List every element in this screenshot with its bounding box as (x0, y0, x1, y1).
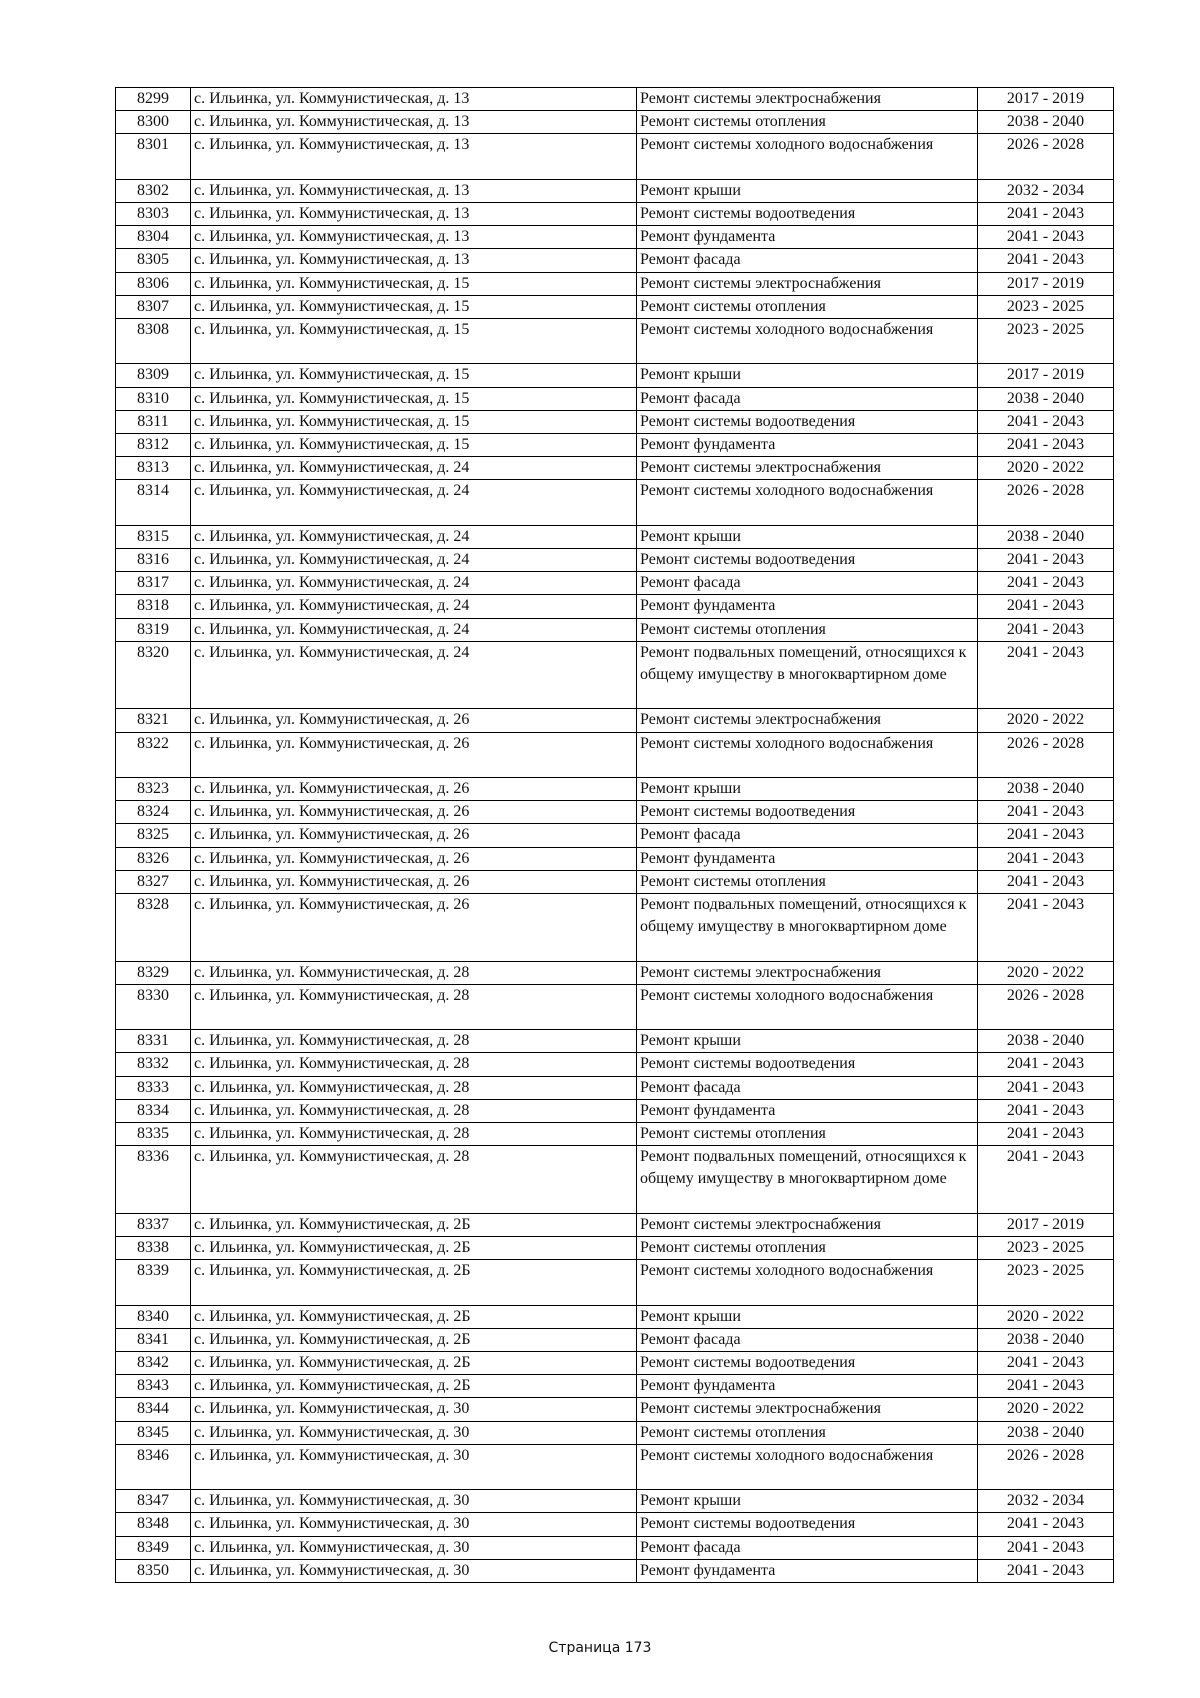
period-cell: 2023 - 2025 (978, 319, 1114, 364)
table-row (116, 1444, 1114, 1489)
work-type-cell: Ремонт фундамента (637, 847, 978, 870)
period-cell: 2020 - 2022 (978, 457, 1114, 480)
work-type-cell: Ремонт крыши (637, 1305, 978, 1328)
table-row (116, 457, 1114, 480)
row-number-cell: 8350 (116, 1559, 191, 1582)
work-type-cell: Ремонт системы водоотведения (637, 410, 978, 433)
address-cell: с. Ильинка, ул. Коммунистическая, д. 26 (191, 732, 637, 777)
address-cell: с. Ильинка, ул. Коммунистическая, д. 13 (191, 226, 637, 249)
period-cell: 2026 - 2028 (978, 480, 1114, 525)
work-type-cell: Ремонт подвальных помещений, относящихся к общему имуществу в многоквартирном доме (637, 894, 978, 962)
work-type-cell: Ремонт системы холодного водоснабжения (637, 480, 978, 525)
row-number-cell: 8303 (116, 203, 191, 226)
row-number-cell: 8318 (116, 595, 191, 618)
row-number-cell: 8310 (116, 387, 191, 410)
address-cell: с. Ильинка, ул. Коммунистическая, д. 28 (191, 1146, 637, 1214)
table-row (116, 618, 1114, 641)
table-row (116, 410, 1114, 433)
table-row (116, 572, 1114, 595)
work-type-cell: Ремонт подвальных помещений, относящихся к общему имуществу в многоквартирном доме (637, 1146, 978, 1214)
work-type-cell: Ремонт системы электроснабжения (637, 961, 978, 984)
work-type-cell: Ремонт крыши (637, 778, 978, 801)
period-cell: 2038 - 2040 (978, 525, 1114, 548)
work-type-cell: Ремонт подвальных помещений, относящихся к общему имуществу в многоквартирном доме (637, 641, 978, 709)
table-row (116, 1030, 1114, 1053)
row-number-cell: 8327 (116, 870, 191, 893)
work-type-cell: Ремонт системы водоотведения (637, 203, 978, 226)
table-row (116, 111, 1114, 134)
period-cell: 2026 - 2028 (978, 1444, 1114, 1489)
row-number-cell: 8323 (116, 778, 191, 801)
row-number-cell: 8319 (116, 618, 191, 641)
repair-schedule-table (115, 87, 1114, 1583)
table-row (116, 364, 1114, 387)
period-cell: 2041 - 2043 (978, 410, 1114, 433)
row-number-cell: 8336 (116, 1146, 191, 1214)
work-type-cell: Ремонт фундамента (637, 1559, 978, 1582)
table-row (116, 1513, 1114, 1536)
table-row (116, 134, 1114, 179)
row-number-cell: 8300 (116, 111, 191, 134)
address-cell: с. Ильинка, ул. Коммунистическая, д. 24 (191, 618, 637, 641)
address-cell: с. Ильинка, ул. Коммунистическая, д. 24 (191, 457, 637, 480)
period-cell: 2020 - 2022 (978, 1305, 1114, 1328)
period-cell: 2041 - 2043 (978, 618, 1114, 641)
period-cell: 2038 - 2040 (978, 1030, 1114, 1053)
row-number-cell: 8311 (116, 410, 191, 433)
address-cell: с. Ильинка, ул. Коммунистическая, д. 2Б (191, 1375, 637, 1398)
work-type-cell: Ремонт крыши (637, 364, 978, 387)
table-row (116, 1237, 1114, 1260)
work-type-cell: Ремонт системы электроснабжения (637, 457, 978, 480)
table-row (116, 179, 1114, 202)
table-row (116, 1099, 1114, 1122)
table-row (116, 847, 1114, 870)
period-cell: 2020 - 2022 (978, 961, 1114, 984)
address-cell: с. Ильинка, ул. Коммунистическая, д. 24 (191, 595, 637, 618)
address-cell: с. Ильинка, ул. Коммунистическая, д. 15 (191, 272, 637, 295)
row-number-cell: 8302 (116, 179, 191, 202)
work-type-cell: Ремонт системы холодного водоснабжения (637, 134, 978, 179)
address-cell: с. Ильинка, ул. Коммунистическая, д. 30 (191, 1490, 637, 1513)
table-row (116, 1375, 1114, 1398)
period-cell: 2026 - 2028 (978, 134, 1114, 179)
period-cell: 2041 - 2043 (978, 641, 1114, 709)
row-number-cell: 8321 (116, 709, 191, 732)
period-cell: 2041 - 2043 (978, 203, 1114, 226)
table-row (116, 801, 1114, 824)
table-row (116, 894, 1114, 962)
period-cell: 2041 - 2043 (978, 572, 1114, 595)
address-cell: с. Ильинка, ул. Коммунистическая, д. 2Б (191, 1328, 637, 1351)
table-row (116, 984, 1114, 1029)
work-type-cell: Ремонт системы электроснабжения (637, 709, 978, 732)
table-row (116, 295, 1114, 318)
address-cell: с. Ильинка, ул. Коммунистическая, д. 15 (191, 410, 637, 433)
address-cell: с. Ильинка, ул. Коммунистическая, д. 24 (191, 549, 637, 572)
work-type-cell: Ремонт системы электроснабжения (637, 1213, 978, 1236)
row-number-cell: 8348 (116, 1513, 191, 1536)
period-cell: 2023 - 2025 (978, 1260, 1114, 1305)
table-row (116, 387, 1114, 410)
row-number-cell: 8339 (116, 1260, 191, 1305)
period-cell: 2023 - 2025 (978, 295, 1114, 318)
address-cell: с. Ильинка, ул. Коммунистическая, д. 13 (191, 249, 637, 272)
address-cell: с. Ильинка, ул. Коммунистическая, д. 2Б (191, 1352, 637, 1375)
row-number-cell: 8326 (116, 847, 191, 870)
table-row (116, 641, 1114, 709)
address-cell: с. Ильинка, ул. Коммунистическая, д. 26 (191, 894, 637, 962)
row-number-cell: 8308 (116, 319, 191, 364)
period-cell: 2041 - 2043 (978, 824, 1114, 847)
table-row (116, 88, 1114, 111)
table-row (116, 1398, 1114, 1421)
table-row (116, 870, 1114, 893)
row-number-cell: 8299 (116, 88, 191, 111)
address-cell: с. Ильинка, ул. Коммунистическая, д. 28 (191, 961, 637, 984)
row-number-cell: 8343 (116, 1375, 191, 1398)
table-row (116, 732, 1114, 777)
row-number-cell: 8314 (116, 480, 191, 525)
row-number-cell: 8334 (116, 1099, 191, 1122)
period-cell: 2038 - 2040 (978, 111, 1114, 134)
table-row (116, 1352, 1114, 1375)
period-cell: 2041 - 2043 (978, 1146, 1114, 1214)
period-cell: 2032 - 2034 (978, 1490, 1114, 1513)
table-row (116, 1260, 1114, 1305)
address-cell: с. Ильинка, ул. Коммунистическая, д. 30 (191, 1444, 637, 1489)
period-cell: 2041 - 2043 (978, 847, 1114, 870)
address-cell: с. Ильинка, ул. Коммунистическая, д. 15 (191, 387, 637, 410)
address-cell: с. Ильинка, ул. Коммунистическая, д. 2Б (191, 1213, 637, 1236)
work-type-cell: Ремонт фундамента (637, 434, 978, 457)
address-cell: с. Ильинка, ул. Коммунистическая, д. 13 (191, 88, 637, 111)
period-cell: 2041 - 2043 (978, 1536, 1114, 1559)
period-cell: 2041 - 2043 (978, 549, 1114, 572)
address-cell: с. Ильинка, ул. Коммунистическая, д. 26 (191, 870, 637, 893)
row-number-cell: 8332 (116, 1053, 191, 1076)
table-row (116, 249, 1114, 272)
address-cell: с. Ильинка, ул. Коммунистическая, д. 28 (191, 1123, 637, 1146)
work-type-cell: Ремонт системы холодного водоснабжения (637, 732, 978, 777)
table-row (116, 319, 1114, 364)
period-cell: 2026 - 2028 (978, 732, 1114, 777)
work-type-cell: Ремонт системы отопления (637, 295, 978, 318)
work-type-cell: Ремонт системы отопления (637, 618, 978, 641)
table-row (116, 525, 1114, 548)
row-number-cell: 8333 (116, 1076, 191, 1099)
table-row (116, 203, 1114, 226)
row-number-cell: 8320 (116, 641, 191, 709)
row-number-cell: 8330 (116, 984, 191, 1029)
row-number-cell: 8344 (116, 1398, 191, 1421)
row-number-cell: 8340 (116, 1305, 191, 1328)
work-type-cell: Ремонт фундамента (637, 1099, 978, 1122)
address-cell: с. Ильинка, ул. Коммунистическая, д. 30 (191, 1398, 637, 1421)
table-row (116, 824, 1114, 847)
period-cell: 2038 - 2040 (978, 387, 1114, 410)
table-row (116, 1213, 1114, 1236)
work-type-cell: Ремонт крыши (637, 1030, 978, 1053)
row-number-cell: 8328 (116, 894, 191, 962)
row-number-cell: 8312 (116, 434, 191, 457)
row-number-cell: 8341 (116, 1328, 191, 1351)
work-type-cell: Ремонт системы водоотведения (637, 549, 978, 572)
work-type-cell: Ремонт фасада (637, 249, 978, 272)
period-cell: 2017 - 2019 (978, 88, 1114, 111)
row-number-cell: 8317 (116, 572, 191, 595)
period-cell: 2038 - 2040 (978, 778, 1114, 801)
address-cell: с. Ильинка, ул. Коммунистическая, д. 13 (191, 179, 637, 202)
address-cell: с. Ильинка, ул. Коммунистическая, д. 15 (191, 434, 637, 457)
table-row (116, 1053, 1114, 1076)
period-cell: 2041 - 2043 (978, 595, 1114, 618)
period-cell: 2041 - 2043 (978, 434, 1114, 457)
table-row (116, 1559, 1114, 1582)
table-row (116, 778, 1114, 801)
period-cell: 2041 - 2043 (978, 1076, 1114, 1099)
table-row (116, 226, 1114, 249)
row-number-cell: 8345 (116, 1421, 191, 1444)
row-number-cell: 8306 (116, 272, 191, 295)
address-cell: с. Ильинка, ул. Коммунистическая, д. 2Б (191, 1237, 637, 1260)
work-type-cell: Ремонт фундамента (637, 226, 978, 249)
work-type-cell: Ремонт системы электроснабжения (637, 1398, 978, 1421)
table-row (116, 1536, 1114, 1559)
period-cell: 2041 - 2043 (978, 801, 1114, 824)
period-cell: 2041 - 2043 (978, 1559, 1114, 1582)
row-number-cell: 8304 (116, 226, 191, 249)
address-cell: с. Ильинка, ул. Коммунистическая, д. 24 (191, 525, 637, 548)
address-cell: с. Ильинка, ул. Коммунистическая, д. 30 (191, 1421, 637, 1444)
work-type-cell: Ремонт системы отопления (637, 111, 978, 134)
address-cell: с. Ильинка, ул. Коммунистическая, д. 30 (191, 1536, 637, 1559)
address-cell: с. Ильинка, ул. Коммунистическая, д. 28 (191, 1076, 637, 1099)
period-cell: 2023 - 2025 (978, 1237, 1114, 1260)
work-type-cell: Ремонт системы водоотведения (637, 1513, 978, 1536)
address-cell: с. Ильинка, ул. Коммунистическая, д. 24 (191, 641, 637, 709)
table-row (116, 434, 1114, 457)
work-type-cell: Ремонт фасада (637, 1536, 978, 1559)
address-cell: с. Ильинка, ул. Коммунистическая, д. 26 (191, 709, 637, 732)
work-type-cell: Ремонт крыши (637, 179, 978, 202)
address-cell: с. Ильинка, ул. Коммунистическая, д. 13 (191, 134, 637, 179)
work-type-cell: Ремонт фасада (637, 824, 978, 847)
period-cell: 2041 - 2043 (978, 226, 1114, 249)
period-cell: 2041 - 2043 (978, 870, 1114, 893)
period-cell: 2038 - 2040 (978, 1328, 1114, 1351)
address-cell: с. Ильинка, ул. Коммунистическая, д. 15 (191, 364, 637, 387)
period-cell: 2041 - 2043 (978, 1053, 1114, 1076)
table-row (116, 1146, 1114, 1214)
row-number-cell: 8342 (116, 1352, 191, 1375)
work-type-cell: Ремонт системы холодного водоснабжения (637, 319, 978, 364)
row-number-cell: 8309 (116, 364, 191, 387)
page-number: Страница 173 (548, 1640, 652, 1656)
address-cell: с. Ильинка, ул. Коммунистическая, д. 15 (191, 295, 637, 318)
period-cell: 2017 - 2019 (978, 364, 1114, 387)
work-type-cell: Ремонт системы отопления (637, 1237, 978, 1260)
table-row (116, 595, 1114, 618)
row-number-cell: 8315 (116, 525, 191, 548)
work-type-cell: Ремонт системы холодного водоснабжения (637, 1260, 978, 1305)
work-type-cell: Ремонт фасада (637, 1076, 978, 1099)
address-cell: с. Ильинка, ул. Коммунистическая, д. 26 (191, 847, 637, 870)
table-row (116, 1490, 1114, 1513)
address-cell: с. Ильинка, ул. Коммунистическая, д. 26 (191, 778, 637, 801)
address-cell: с. Ильинка, ул. Коммунистическая, д. 28 (191, 1030, 637, 1053)
work-type-cell: Ремонт крыши (637, 1490, 978, 1513)
work-type-cell: Ремонт фасада (637, 1328, 978, 1351)
table-row (116, 549, 1114, 572)
address-cell: с. Ильинка, ул. Коммунистическая, д. 2Б (191, 1260, 637, 1305)
table-row (116, 961, 1114, 984)
row-number-cell: 8307 (116, 295, 191, 318)
row-number-cell: 8324 (116, 801, 191, 824)
period-cell: 2041 - 2043 (978, 1513, 1114, 1536)
period-cell: 2041 - 2043 (978, 1375, 1114, 1398)
table-row (116, 272, 1114, 295)
work-type-cell: Ремонт системы электроснабжения (637, 272, 978, 295)
row-number-cell: 8325 (116, 824, 191, 847)
work-type-cell: Ремонт фундамента (637, 1375, 978, 1398)
period-cell: 2020 - 2022 (978, 709, 1114, 732)
row-number-cell: 8338 (116, 1237, 191, 1260)
row-number-cell: 8349 (116, 1536, 191, 1559)
period-cell: 2041 - 2043 (978, 1099, 1114, 1122)
address-cell: с. Ильинка, ул. Коммунистическая, д. 30 (191, 1559, 637, 1582)
address-cell: с. Ильинка, ул. Коммунистическая, д. 24 (191, 480, 637, 525)
row-number-cell: 8335 (116, 1123, 191, 1146)
work-type-cell: Ремонт системы отопления (637, 1123, 978, 1146)
address-cell: с. Ильинка, ул. Коммунистическая, д. 28 (191, 1053, 637, 1076)
work-type-cell: Ремонт системы водоотведения (637, 801, 978, 824)
period-cell: 2038 - 2040 (978, 1421, 1114, 1444)
period-cell: 2041 - 2043 (978, 1352, 1114, 1375)
work-type-cell: Ремонт системы холодного водоснабжения (637, 1444, 978, 1489)
table-row (116, 1328, 1114, 1351)
table-row (116, 1305, 1114, 1328)
table-row (116, 480, 1114, 525)
address-cell: с. Ильинка, ул. Коммунистическая, д. 28 (191, 1099, 637, 1122)
work-type-cell: Ремонт системы холодного водоснабжения (637, 984, 978, 1029)
work-type-cell: Ремонт фасада (637, 572, 978, 595)
work-type-cell: Ремонт фасада (637, 387, 978, 410)
table-row (116, 1076, 1114, 1099)
address-cell: с. Ильинка, ул. Коммунистическая, д. 30 (191, 1513, 637, 1536)
row-number-cell: 8313 (116, 457, 191, 480)
period-cell: 2032 - 2034 (978, 179, 1114, 202)
work-type-cell: Ремонт крыши (637, 525, 978, 548)
period-cell: 2026 - 2028 (978, 984, 1114, 1029)
period-cell: 2020 - 2022 (978, 1398, 1114, 1421)
period-cell: 2041 - 2043 (978, 894, 1114, 962)
address-cell: с. Ильинка, ул. Коммунистическая, д. 28 (191, 984, 637, 1029)
work-type-cell: Ремонт системы водоотведения (637, 1352, 978, 1375)
period-cell: 2041 - 2043 (978, 1123, 1114, 1146)
work-type-cell: Ремонт фундамента (637, 595, 978, 618)
address-cell: с. Ильинка, ул. Коммунистическая, д. 13 (191, 203, 637, 226)
row-number-cell: 8337 (116, 1213, 191, 1236)
table-row (116, 1123, 1114, 1146)
row-number-cell: 8346 (116, 1444, 191, 1489)
work-type-cell: Ремонт системы водоотведения (637, 1053, 978, 1076)
address-cell: с. Ильинка, ул. Коммунистическая, д. 2Б (191, 1305, 637, 1328)
address-cell: с. Ильинка, ул. Коммунистическая, д. 26 (191, 801, 637, 824)
period-cell: 2017 - 2019 (978, 272, 1114, 295)
address-cell: с. Ильинка, ул. Коммунистическая, д. 26 (191, 824, 637, 847)
row-number-cell: 8301 (116, 134, 191, 179)
row-number-cell: 8331 (116, 1030, 191, 1053)
row-number-cell: 8316 (116, 549, 191, 572)
row-number-cell: 8329 (116, 961, 191, 984)
work-type-cell: Ремонт системы отопления (637, 870, 978, 893)
period-cell: 2041 - 2043 (978, 249, 1114, 272)
work-type-cell: Ремонт системы электроснабжения (637, 88, 978, 111)
row-number-cell: 8347 (116, 1490, 191, 1513)
table-row (116, 709, 1114, 732)
address-cell: с. Ильинка, ул. Коммунистическая, д. 15 (191, 319, 637, 364)
address-cell: с. Ильинка, ул. Коммунистическая, д. 13 (191, 111, 637, 134)
row-number-cell: 8305 (116, 249, 191, 272)
table-body (116, 88, 1114, 1583)
table-row (116, 1421, 1114, 1444)
work-type-cell: Ремонт системы отопления (637, 1421, 978, 1444)
period-cell: 2017 - 2019 (978, 1213, 1114, 1236)
address-cell: с. Ильинка, ул. Коммунистическая, д. 24 (191, 572, 637, 595)
row-number-cell: 8322 (116, 732, 191, 777)
